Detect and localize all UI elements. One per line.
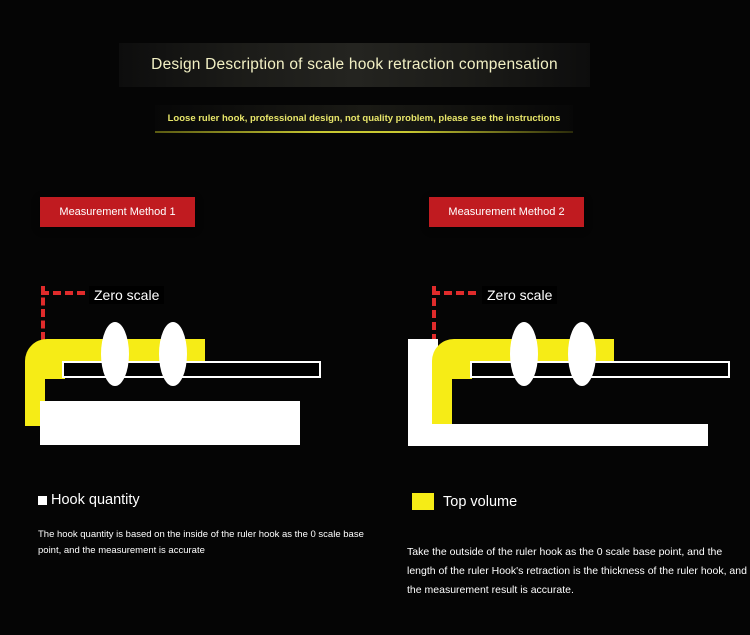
method-2-marker-oval-left bbox=[510, 322, 538, 386]
method-2-zero-scale-label: Zero scale bbox=[482, 286, 557, 304]
method-2-caption: Take the outside of the ruler hook as the 0 scale base point, and the length of the ruler Hook's retraction is the thickness of the ruler hook, and the measurement result is accurate. bbox=[407, 546, 747, 596]
title-banner bbox=[119, 43, 590, 87]
method-1-marker-oval-left bbox=[101, 322, 129, 386]
method-2-zero-guide-horizontal bbox=[432, 291, 476, 295]
method-2-legend bbox=[412, 493, 517, 510]
method-1-caption: The hook quantity is based on the inside of the ruler hook as the 0 scale base point, and the measurement is accurate bbox=[38, 529, 364, 556]
method-2-marker-oval-right bbox=[568, 322, 596, 386]
method-1-tag bbox=[40, 197, 195, 227]
page-subtitle: Loose ruler hook, professional design, not quality problem, please see the instructions bbox=[167, 112, 561, 124]
method-1-legend-label: Hook quantity bbox=[51, 492, 140, 508]
method-2-tag-label: Measurement Method 2 bbox=[448, 206, 565, 218]
method-2-tag bbox=[429, 197, 584, 227]
method-1-marker-oval-right bbox=[159, 322, 187, 386]
method-2-measured-object bbox=[408, 424, 708, 446]
method-1-legend-swatch-icon bbox=[38, 496, 47, 505]
method-2-tape-hook-stem bbox=[432, 370, 452, 426]
method-2-measure-line bbox=[470, 361, 730, 378]
method-1-zero-guide-horizontal bbox=[41, 291, 85, 295]
method-1-zero-scale-label: Zero scale bbox=[89, 286, 164, 304]
method-2-legend-label: Top volume bbox=[443, 493, 518, 510]
page-title: Design Description of scale hook retraction compensation bbox=[151, 56, 558, 73]
method-1-measured-object bbox=[40, 401, 300, 445]
subtitle-banner bbox=[155, 105, 573, 133]
method-2-legend-swatch-icon bbox=[412, 493, 434, 510]
method-1-legend bbox=[38, 492, 140, 508]
method-1-tag-label: Measurement Method 1 bbox=[59, 206, 176, 218]
